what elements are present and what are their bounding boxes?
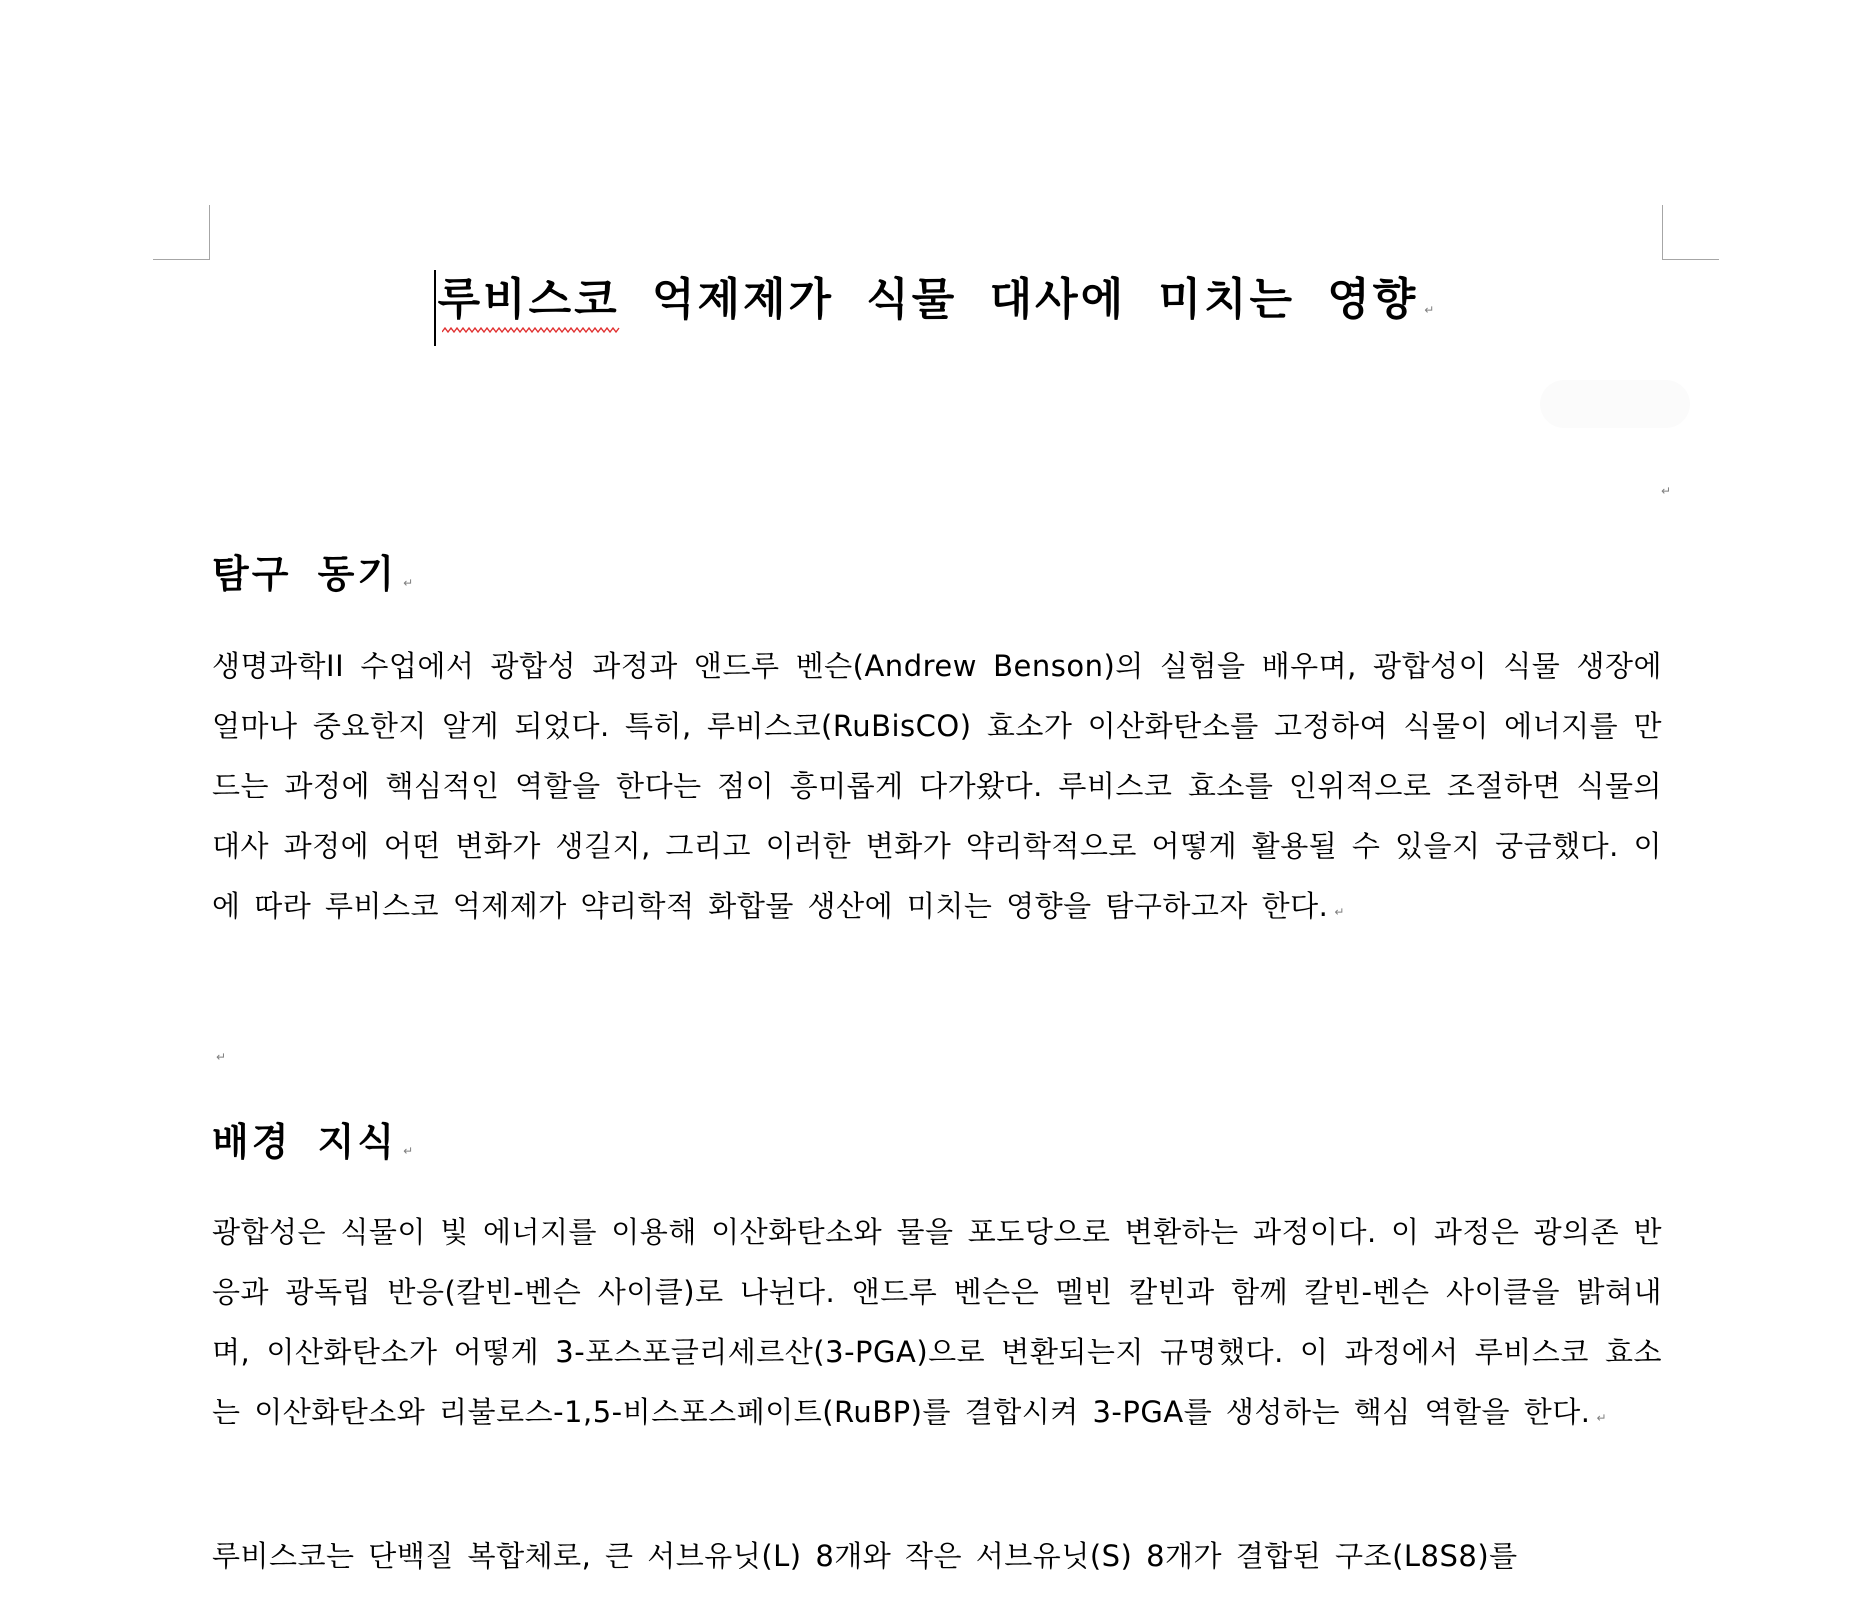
spellcheck-underline (442, 326, 620, 334)
crop-mark-top-right-vertical (1662, 205, 1663, 259)
crop-mark-top-right-horizontal (1662, 259, 1719, 260)
section-heading-motivation: 탐구 동기 ↵ (212, 548, 413, 609)
paragraph-mark-icon: ↵ (403, 576, 414, 590)
crop-mark-top-left-vertical (209, 205, 210, 259)
body-paragraph[interactable]: 생명과학II 수업에서 광합성 과정과 앤드루 벤슨(Andrew Benson)의 실험을 배우며, 광합성이 식물 생장에 얼마나 중요한지 알게 되었다. 특히, 루비스코(RuBisCO) 효소가 이산화탄소를 고정하여 식물이 에너지를 만드는 과정에 핵심적인 역할을 한다는 점이 흥미롭게 다가왔다. 루비스코 효소를 인위적으로 조절하면 식물의 대사 과정에 어떤 변화가 생길지, 그리고 이러한 변화가 약리학적으로 어떻게 활용될 수 있을지 궁금했다. 이에 따라 루비스코 억제제가 약리학적 화합물 생산에 미치는 영향을 탐구하고자 한다. ↵ (212, 636, 1662, 942)
paragraph-mark-icon: ↵ (1661, 484, 1672, 498)
faint-text-box (1540, 380, 1690, 428)
body-paragraph[interactable]: 광합성은 식물이 빛 에너지를 이용해 이산화탄소와 물을 포도당으로 변환하는 과정이다. 이 과정은 광의존 반응과 광독립 반응(칼빈-벤슨 사이클)로 나뉜다. 앤드루 벤슨은 멜빈 칼빈과 함께 칼빈-벤슨 사이클을 밝혀내며, 이산화탄소가 어떻게 3-포스포글리세르산(3-PGA)으로 변환되는지 규명했다. 이 과정에서 루비스코 효소는 이산화탄소와 리불로스-1,5-비스포스페이트(RuBP)를 결합시켜 3-PGA를 생성하는 핵심 역할을 한다. ↵ (212, 1202, 1662, 1448)
document-title: 루비스코 억제제가 식물 대사에 미치는 영향 (437, 274, 1419, 325)
paragraph-mark-icon: ↵ (1334, 905, 1345, 919)
paragraph-mark-icon: ↵ (1424, 303, 1435, 317)
text-cursor (434, 270, 436, 346)
crop-mark-top-left-horizontal (153, 259, 210, 260)
paragraph-mark-icon: ↵ (1596, 1411, 1607, 1425)
section-heading-background: 배경 지식 ↵ (212, 1116, 413, 1177)
paragraph-mark-icon: ↵ (403, 1144, 414, 1158)
paragraph-mark-icon: ↵ (216, 1050, 227, 1064)
body-paragraph[interactable]: 루비스코는 단백질 복합체로, 큰 서브유닛(L) 8개와 작은 서브유닛(S) 8개가 결합된 구조(L8S8)를 (212, 1539, 1518, 1573)
document-title-line[interactable] (209, 268, 1663, 342)
